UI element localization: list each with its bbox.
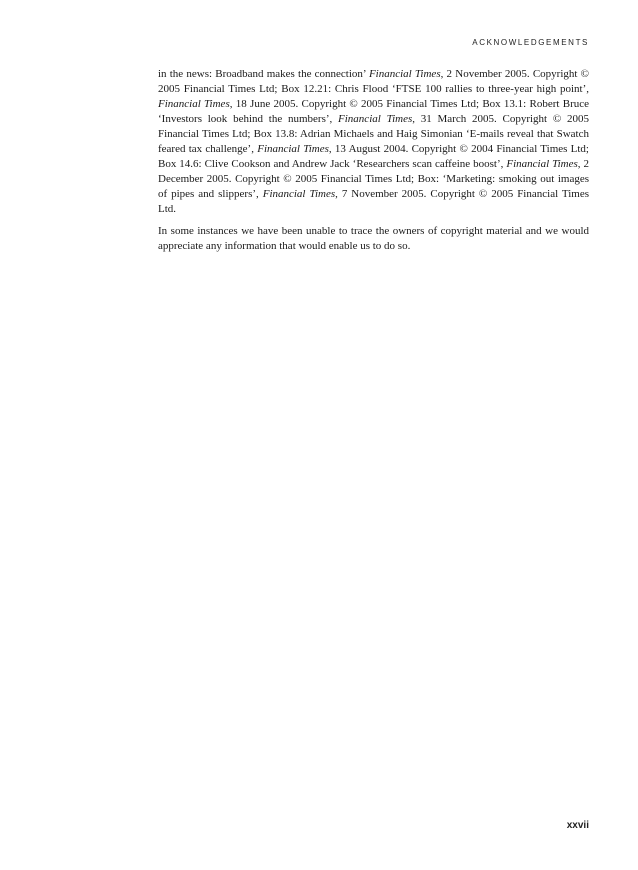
publication-title: Financial Times <box>506 158 578 170</box>
text-run: , 18 June 2005. Copyright © 2005 Financial Times Ltd; Box 13.1: Robert Bruce ‘Investors look behind the numbers’, <box>158 98 589 125</box>
publication-title: Financial Times <box>257 143 329 155</box>
text-run: , 13 August 2004. Copyright © 2004 Financial Times Ltd; Box 14.6: Clive Cookson and Andrew Jack ‘Researchers scan caffeine boost’, <box>158 143 589 170</box>
publication-title: Financial Times <box>158 98 230 110</box>
text-run: , 2 November 2005. Copyright © 2005 Financial Times Ltd; Box 12.21: Chris Flood ‘FTSE 100 rallies to three-year high point’, <box>158 68 589 95</box>
acknowledgements-paragraph-2: In some instances we have been unable to trace the owners of copyright material and we would appreciate any information that would enable us to do so. <box>158 225 589 252</box>
publication-title: Financial Times <box>262 188 336 200</box>
page-number: xxvii <box>566 820 589 831</box>
publication-title: Financial Times <box>368 68 441 80</box>
publication-title: Financial Times <box>338 113 413 125</box>
text-run: , 31 March 2005. Copyright © 2005 Financial Times Ltd; Box 13.8: Adrian Michaels and Haig Simonian ‘E-mails reveal that Swatch feared tax challenge’, <box>158 113 589 155</box>
acknowledgements-paragraph-1 <box>158 67 589 217</box>
body-text <box>158 67 589 261</box>
text-run: , 7 November 2005. Copyright © 2005 Financial Times Ltd. <box>158 188 589 215</box>
running-head: ACKNOWLEDGEMENTS <box>472 38 589 47</box>
text-run: , 2 December 2005. Copyright © 2005 Financial Times Ltd; Box: ‘Marketing: smoking out images of pipes and slippers’, <box>158 158 590 200</box>
text-run: in the news: Broadband makes the connection’ <box>158 68 369 80</box>
